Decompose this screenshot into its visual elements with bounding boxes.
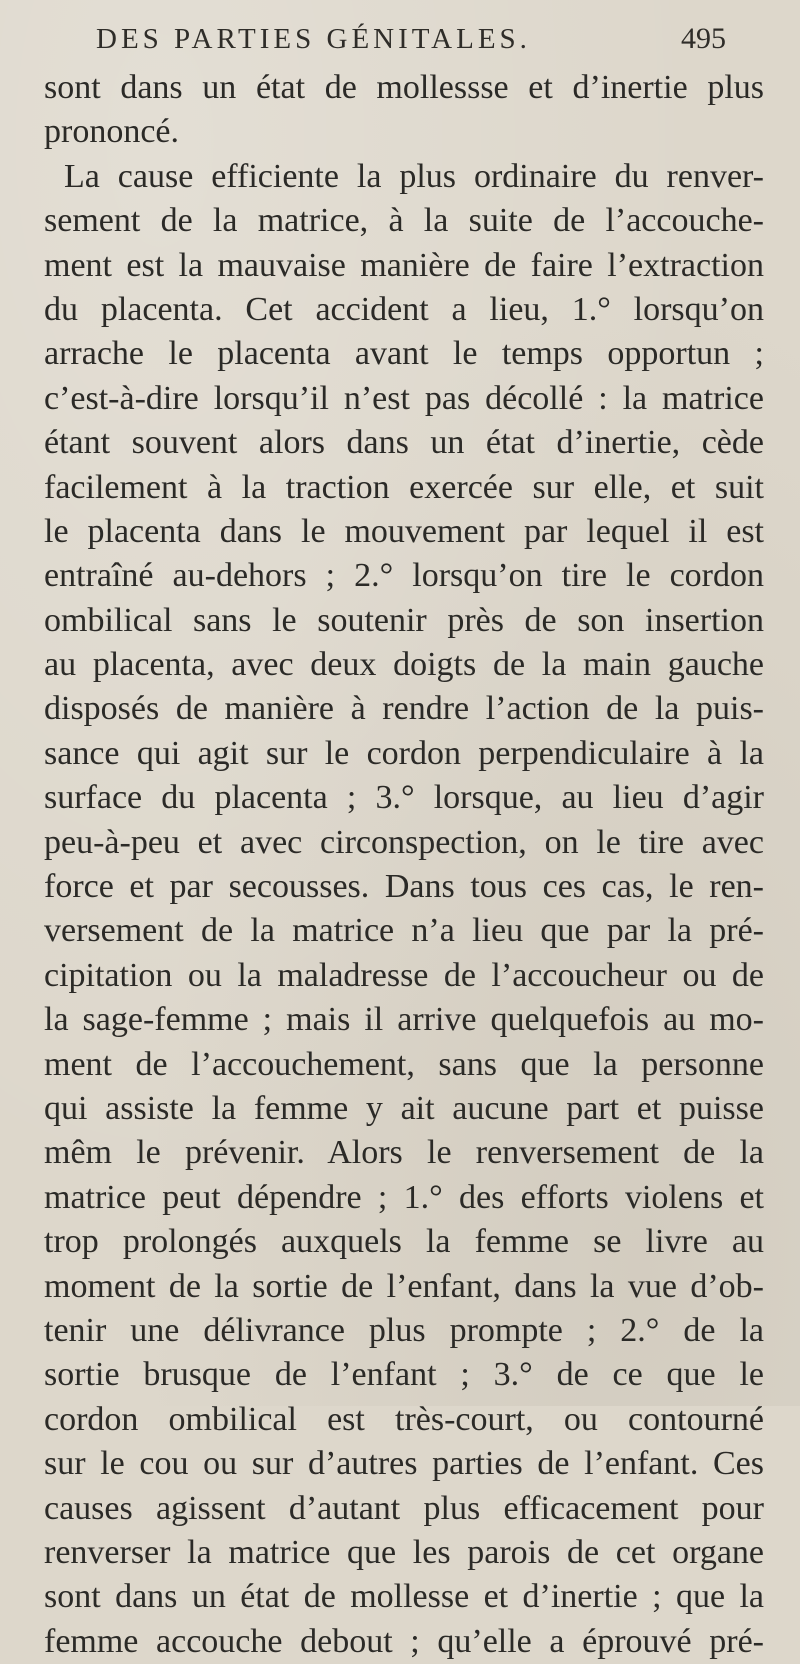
text-line: matrice peut dépendre ; 1.° des efforts violens et bbox=[44, 1178, 764, 1216]
text-line: c’est-à-dire lorsqu’il n’est pas décollé : la matrice bbox=[44, 379, 764, 417]
text-line: prononcé. bbox=[44, 113, 180, 151]
text-line: étant souvent alors dans un état d’inertie, cède bbox=[44, 424, 764, 462]
text-line: versement de la matrice n’a lieu que par la pré- bbox=[44, 912, 764, 950]
text-line: moment de la sortie de l’enfant, dans la vue d’ob- bbox=[44, 1267, 764, 1305]
text-line: cordon ombilical est très-court, ou contourné bbox=[44, 1400, 764, 1438]
text-line: du placenta. Cet accident a lieu, 1.° lorsqu’on bbox=[44, 290, 764, 328]
text-line: tenir une délivrance plus prompte ; 2.° de la bbox=[44, 1311, 764, 1349]
running-title: DES PARTIES GÉNITALES. bbox=[96, 23, 531, 55]
text-line: peu-à-peu et avec circonspection, on le tire avec bbox=[44, 823, 764, 861]
text-line: sont dans un état de mollessse et d’inertie plus bbox=[44, 69, 764, 106]
text-line: sement de la matrice, à la suite de l’accouche- bbox=[44, 202, 764, 240]
text-line: renverser la matrice que les parois de cet organe bbox=[44, 1533, 764, 1571]
text-line: La cause efficiente la plus ordinaire du renver- bbox=[64, 157, 764, 195]
text-line: arrache le placenta avant le temps opportun ; bbox=[44, 335, 764, 373]
text-line: causes agissent d’autant plus efficacement pour bbox=[44, 1489, 764, 1527]
text-line: qui assiste la femme y ait aucune part et puisse bbox=[44, 1089, 764, 1127]
page-number: 495 bbox=[681, 22, 726, 55]
text-line: sortie brusque de l’enfant ; 3.° de ce que le bbox=[44, 1356, 764, 1394]
text-line: femme accouche debout ; qu’elle a éprouvé pré- bbox=[44, 1622, 764, 1660]
text-line: cipitation ou la maladresse de l’accoucheur ou de bbox=[44, 956, 764, 994]
text-line: ombilical sans le soutenir près de son insertion bbox=[44, 601, 764, 639]
text-line: surface du placenta ; 3.° lorsque, au lieu d’agir bbox=[44, 779, 764, 817]
text-line: disposés de manière à rendre l’action de la puis- bbox=[44, 690, 764, 728]
text-line: facilement à la traction exercée sur elle, et suit bbox=[44, 468, 764, 506]
text-line: entraîné au-dehors ; 2.° lorsqu’on tire le cordon bbox=[44, 557, 764, 595]
text-line: ment de l’accouchement, sans que la personne bbox=[44, 1045, 764, 1083]
text-line: trop prolongés auxquels la femme se livre au bbox=[44, 1223, 764, 1261]
text-line: sont dans un état de mollesse et d’inertie ; que la bbox=[44, 1578, 764, 1616]
text-line: sance qui agit sur le cordon perpendiculaire à la bbox=[44, 734, 764, 772]
body-text bbox=[44, 66, 764, 1664]
text-line: sur le cou ou sur d’autres parties de l’enfant. Ces bbox=[44, 1445, 764, 1483]
text-line: mêm le prévenir. Alors le renversement de la bbox=[44, 1134, 764, 1172]
text-line: ment est la mauvaise manière de faire l’extraction bbox=[44, 246, 764, 284]
text-line: au placenta, avec deux doigts de la main gauche bbox=[44, 646, 764, 684]
text-line: le placenta dans le mouvement par lequel il est bbox=[44, 512, 764, 550]
running-head bbox=[96, 22, 726, 56]
text-line: force et par secousses. Dans tous ces cas, le ren- bbox=[44, 868, 764, 906]
text-line: la sage-femme ; mais il arrive quelquefois au mo- bbox=[44, 1001, 764, 1039]
